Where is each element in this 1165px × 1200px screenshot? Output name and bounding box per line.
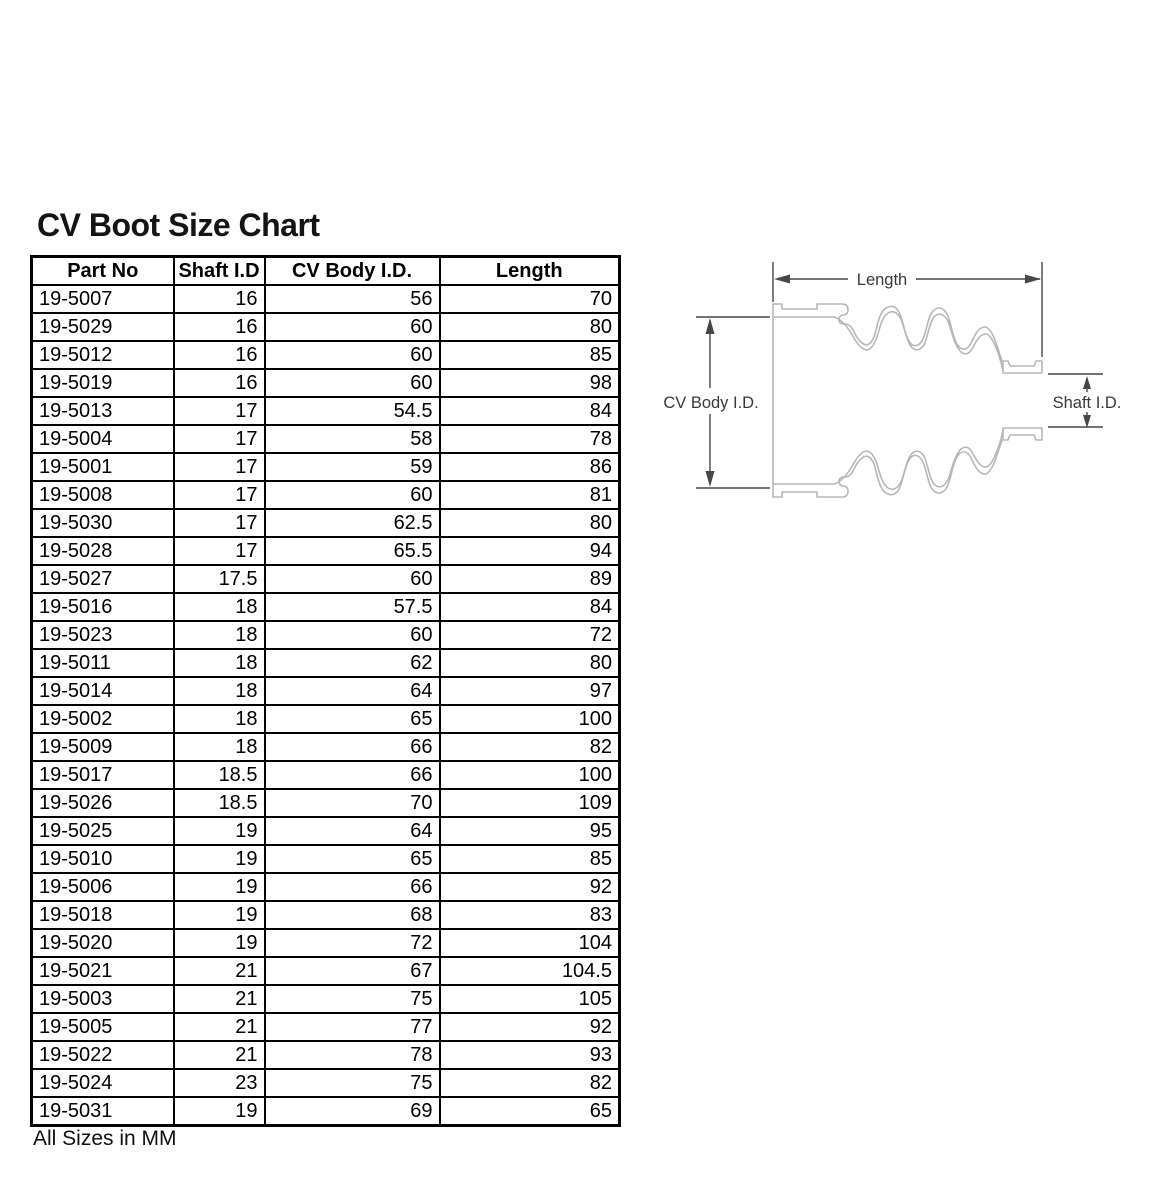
shaft-id-cell: 18 — [174, 649, 265, 677]
cv-body-id-cell: 60 — [265, 481, 440, 509]
cv-body-id-cell: 60 — [265, 621, 440, 649]
cv-body-id-cell: 65.5 — [265, 537, 440, 565]
dimension-arrows — [706, 275, 1092, 488]
shaft-id-cell: 21 — [174, 985, 265, 1013]
length-cell: 80 — [440, 509, 620, 537]
shaft-id-cell: 17 — [174, 481, 265, 509]
shaft-id-cell: 18 — [174, 593, 265, 621]
cv-body-id-cell: 70 — [265, 789, 440, 817]
part-no-cell: 19-5023 — [32, 621, 174, 649]
length-arrow-left — [774, 275, 790, 284]
cv-body-id-cell: 75 — [265, 985, 440, 1013]
cv-body-id-cell: 65 — [265, 705, 440, 733]
part-no-cell: 19-5010 — [32, 845, 174, 873]
length-cell: 86 — [440, 453, 620, 481]
length-cell: 85 — [440, 845, 620, 873]
length-cell: 97 — [440, 677, 620, 705]
length-cell: 82 — [440, 733, 620, 761]
part-no-cell: 19-5009 — [32, 733, 174, 761]
part-no-cell: 19-5001 — [32, 453, 174, 481]
part-no-cell: 19-5028 — [32, 537, 174, 565]
shaft-arrow-up — [1083, 376, 1091, 389]
length-cell: 83 — [440, 901, 620, 929]
length-cell: 104.5 — [440, 957, 620, 985]
cv-body-id-cell: 68 — [265, 901, 440, 929]
part-no-cell: 19-5031 — [32, 1097, 174, 1126]
boot-inner-contour — [773, 312, 1003, 371]
shaft-arrow-down — [1083, 415, 1091, 428]
shaft-id-cell: 17 — [174, 537, 265, 565]
cv-body-id-cell: 56 — [265, 285, 440, 313]
length-cell: 65 — [440, 1097, 620, 1126]
length-cell: 80 — [440, 649, 620, 677]
cv-body-id-cell: 67 — [265, 957, 440, 985]
length-cell: 72 — [440, 621, 620, 649]
shaft-id-cell: 16 — [174, 285, 265, 313]
cv-body-id-cell: 78 — [265, 1041, 440, 1069]
part-no-cell: 19-5026 — [32, 789, 174, 817]
cv-body-id-cell: 64 — [265, 677, 440, 705]
part-no-cell: 19-5007 — [32, 285, 174, 313]
shaft-id-cell: 18.5 — [174, 761, 265, 789]
cv-body-id-cell: 66 — [265, 733, 440, 761]
shaft-id-cell: 19 — [174, 845, 265, 873]
cv-body-id-cell: 69 — [265, 1097, 440, 1126]
cv-body-id-cell: 60 — [265, 369, 440, 397]
part-no-cell: 19-5029 — [32, 313, 174, 341]
page-title: CV Boot Size Chart — [37, 207, 320, 243]
length-cell: 93 — [440, 1041, 620, 1069]
part-no-cell: 19-5030 — [32, 509, 174, 537]
shaft-id-cell: 19 — [174, 1097, 265, 1126]
column-header-part-no: Part No — [32, 257, 174, 286]
cv-body-id-cell: 62 — [265, 649, 440, 677]
column-header-cv-body-id: CV Body I.D. — [265, 257, 440, 286]
boot-outline — [773, 304, 1042, 497]
dimension-lines — [696, 262, 1103, 488]
part-no-cell: 19-5008 — [32, 481, 174, 509]
cv-body-id-cell: 66 — [265, 873, 440, 901]
shaft-id-cell: 18.5 — [174, 789, 265, 817]
part-no-cell: 19-5017 — [32, 761, 174, 789]
length-cell: 78 — [440, 425, 620, 453]
shaft-id-cell: 17 — [174, 425, 265, 453]
part-no-cell: 19-5022 — [32, 1041, 174, 1069]
cv-body-id-cell: 66 — [265, 761, 440, 789]
shaft-id-cell: 23 — [174, 1069, 265, 1097]
shaft-id-cell: 21 — [174, 1013, 265, 1041]
part-no-cell: 19-5019 — [32, 369, 174, 397]
part-no-cell: 19-5020 — [32, 929, 174, 957]
cv-body-id-cell: 77 — [265, 1013, 440, 1041]
shaft-id-cell: 17 — [174, 397, 265, 425]
length-cell: 95 — [440, 817, 620, 845]
shaft-id-cell: 18 — [174, 677, 265, 705]
shaft-id-cell: 16 — [174, 369, 265, 397]
part-no-cell: 19-5018 — [32, 901, 174, 929]
part-no-cell: 19-5025 — [32, 817, 174, 845]
cv-body-arrow-up — [706, 318, 715, 334]
shaft-id-cell: 17.5 — [174, 565, 265, 593]
part-no-cell: 19-5013 — [32, 397, 174, 425]
cv-body-id-dimension-label: CV Body I.D. — [663, 394, 759, 412]
length-cell: 92 — [440, 873, 620, 901]
cv-body-id-cell: 60 — [265, 565, 440, 593]
length-cell: 100 — [440, 705, 620, 733]
part-no-cell: 19-5004 — [32, 425, 174, 453]
length-cell: 92 — [440, 1013, 620, 1041]
length-cell: 70 — [440, 285, 620, 313]
length-cell: 98 — [440, 369, 620, 397]
shaft-id-cell: 18 — [174, 705, 265, 733]
cv-body-id-cell: 75 — [265, 1069, 440, 1097]
shaft-id-cell: 16 — [174, 313, 265, 341]
shaft-id-cell: 18 — [174, 621, 265, 649]
length-cell: 84 — [440, 593, 620, 621]
part-no-cell: 19-5012 — [32, 341, 174, 369]
part-no-cell: 19-5027 — [32, 565, 174, 593]
length-cell: 80 — [440, 313, 620, 341]
cv-body-id-cell: 60 — [265, 313, 440, 341]
shaft-id-cell: 21 — [174, 957, 265, 985]
length-cell: 109 — [440, 789, 620, 817]
length-cell: 94 — [440, 537, 620, 565]
shaft-id-cell: 19 — [174, 817, 265, 845]
length-arrow-right — [1025, 275, 1041, 284]
shaft-id-dimension-label: Shaft I.D. — [1052, 394, 1122, 412]
column-header-shaft-id: Shaft I.D — [174, 257, 265, 286]
cv-body-id-cell: 60 — [265, 341, 440, 369]
cv-body-id-cell: 64 — [265, 817, 440, 845]
shaft-id-cell: 16 — [174, 341, 265, 369]
length-cell: 85 — [440, 341, 620, 369]
shaft-id-cell: 21 — [174, 1041, 265, 1069]
units-note: All Sizes in MM — [33, 1127, 177, 1150]
length-cell: 100 — [440, 761, 620, 789]
length-dimension-label: Length — [856, 271, 908, 289]
length-cell: 84 — [440, 397, 620, 425]
part-no-cell: 19-5024 — [32, 1069, 174, 1097]
part-no-cell: 19-5006 — [32, 873, 174, 901]
cv-body-id-cell: 54.5 — [265, 397, 440, 425]
cv-body-id-cell: 57.5 — [265, 593, 440, 621]
shaft-id-cell: 19 — [174, 929, 265, 957]
shaft-id-cell: 18 — [174, 733, 265, 761]
part-no-cell: 19-5002 — [32, 705, 174, 733]
length-cell: 105 — [440, 985, 620, 1013]
length-cell: 81 — [440, 481, 620, 509]
part-no-cell: 19-5003 — [32, 985, 174, 1013]
cv-body-id-cell: 62.5 — [265, 509, 440, 537]
shaft-id-cell: 17 — [174, 509, 265, 537]
column-header-length: Length — [440, 257, 620, 286]
length-cell: 82 — [440, 1069, 620, 1097]
part-no-cell: 19-5016 — [32, 593, 174, 621]
shaft-id-cell: 17 — [174, 453, 265, 481]
shaft-id-cell: 19 — [174, 901, 265, 929]
length-cell: 89 — [440, 565, 620, 593]
part-no-cell: 19-5014 — [32, 677, 174, 705]
part-no-cell: 19-5011 — [32, 649, 174, 677]
cv-body-arrow-down — [706, 471, 715, 487]
length-cell: 104 — [440, 929, 620, 957]
part-no-cell: 19-5005 — [32, 1013, 174, 1041]
cv-body-id-cell: 58 — [265, 425, 440, 453]
cv-body-id-cell: 72 — [265, 929, 440, 957]
part-no-cell: 19-5021 — [32, 957, 174, 985]
cv-body-id-cell: 59 — [265, 453, 440, 481]
cv-body-id-cell: 65 — [265, 845, 440, 873]
shaft-id-cell: 19 — [174, 873, 265, 901]
